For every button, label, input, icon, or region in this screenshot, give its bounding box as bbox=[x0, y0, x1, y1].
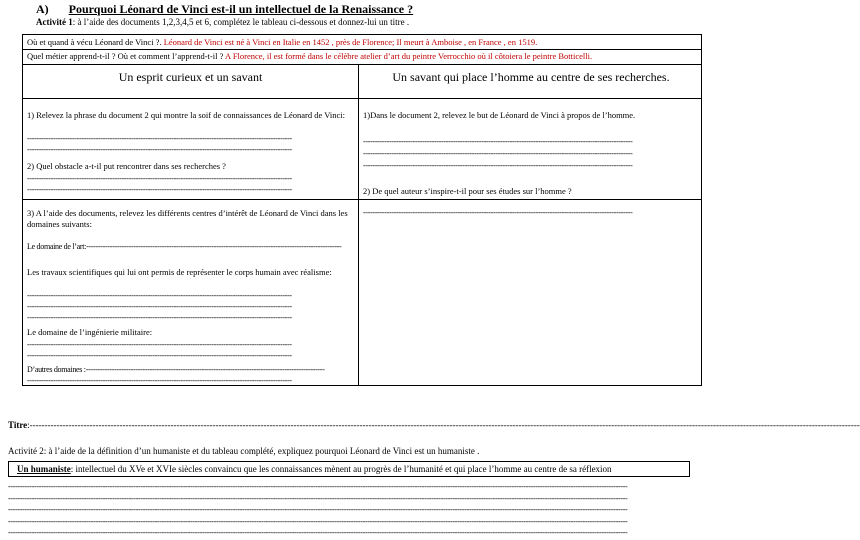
left-column-header: Un esprit curieux et un savant bbox=[118, 70, 263, 84]
answer-line[interactable]: ---------------------------------------------------------------------------------------------------------------- bbox=[27, 302, 292, 311]
left-question-1: 1) Relevez la phrase du document 2 qui montre la soif de connaissances de Léonard de Vinci: bbox=[27, 110, 345, 120]
section-letter: A) bbox=[36, 2, 49, 16]
answer-line[interactable]: ---------------------------------------------------------------------------------------------------------------- bbox=[27, 351, 292, 360]
question-profession: Quel métier apprend-t-il ? Où et comment l’apprend-t-il ? bbox=[27, 51, 224, 61]
answer-line[interactable]: ---------------------------------------------------------------------------------------------------------------------------------------------------------------------------------------------------------------------------------------------------------------------- bbox=[8, 482, 628, 491]
answer-profession: A Florence, il est formé dans le célèbre atelier d’art du peintre Verrocchio où il côtoiera le peintre Botticelli. bbox=[223, 51, 593, 61]
answer-where-when: Léonard de Vinci est né à Vinci en Italie en 1452 , près de Florence; Il meurt à Amboise , en France , en 1519. bbox=[161, 37, 538, 47]
titre-line[interactable]: Titre:------------------------------------------------------------------------------------------------------------------------------------------------------------------------------------------------------------------------------------------------------------------------------------- bbox=[8, 420, 860, 430]
domain-other-line[interactable]: D’autres domaines :----------------------------------------------------------------------------------------------------- bbox=[27, 365, 325, 374]
page-title bbox=[36, 2, 413, 17]
right-question-2: 2) De quel auteur s’inspire-t-il pour ses études sur l’homme ? bbox=[363, 186, 572, 196]
answer-line[interactable]: ---------------------------------------------------------------------------------------------------------------- bbox=[27, 134, 292, 143]
worksheet-table bbox=[22, 34, 702, 386]
answer-line[interactable]: ------------------------------------------------------------------------------------------------------------------ bbox=[363, 137, 633, 146]
domain-body-label: Les travaux scientifiques qui lui ont permis de représenter le corps humain avec réalisme: bbox=[27, 267, 332, 277]
divider bbox=[23, 64, 701, 65]
activity2-answer-lines bbox=[8, 481, 708, 539]
row-where-when bbox=[27, 37, 537, 47]
domain-art-line[interactable]: Le domaine de l’art:------------------------------------------------------------------------------------------------------------ bbox=[27, 242, 342, 251]
answer-line[interactable]: ------------------------------------------------------------------------------------------------------------------ bbox=[363, 149, 633, 158]
right-question-1: 1)Dans le document 2, relevez le but de Léonard de Vinci à propos de l’homme. bbox=[363, 110, 636, 120]
titre-label: Titre bbox=[8, 420, 28, 430]
answer-line[interactable]: ---------------------------------------------------------------------------------------------------------------------------------------------------------------------------------------------------------------------------------------------------------------------- bbox=[8, 493, 628, 503]
activity1-instruction bbox=[36, 17, 409, 27]
header-divider bbox=[23, 98, 701, 99]
answer-line[interactable]: ---------------------------------------------------------------------------------------------------------------------------------------------------------------------------------------------------------------------------------------------------------------------- bbox=[8, 528, 628, 537]
domain-art-label: Le domaine de l’art: bbox=[27, 242, 87, 251]
section-title: Pourquoi Léonard de Vinci est-il un intellectuel de la Renaissance ? bbox=[68, 2, 414, 16]
answer-line[interactable]: ---------------------------------------------------------------------------------------------------------------- bbox=[27, 376, 292, 385]
answer-line[interactable]: ---------------------------------------------------------------------------------------------------------------- bbox=[27, 291, 292, 300]
left-question-3: 3) A l’aide des documents, relevez les différents centres d’intérêt de Léonard de Vinci dans les domaines suivants: bbox=[27, 208, 348, 229]
domain-engineering-label: Le domaine de l’ingénierie militaire: bbox=[27, 327, 153, 337]
definition-text: : intellectuel du XVe et XVIe siècles convaincu que les connaissances mènent au progrès de l’humanité et qui place l’homme au centre de sa réflexion bbox=[70, 464, 612, 474]
divider bbox=[23, 49, 701, 50]
answer-line[interactable]: ------------------------------------------------------------------------------------------------------------------ bbox=[363, 208, 633, 217]
answer-line[interactable]: ------------------------------------------------------------------------------------------------------------------ bbox=[363, 161, 633, 170]
row-profession bbox=[27, 51, 592, 61]
right-column-header: Un savant qui place l’homme au centre de ses recherches. bbox=[392, 70, 670, 84]
definition-box bbox=[8, 461, 690, 477]
answer-line[interactable]: ---------------------------------------------------------------------------------------------------------------------------------------------------------------------------------------------------------------------------------------------------------------------- bbox=[8, 505, 628, 514]
answer-line[interactable]: ---------------------------------------------------------------------------------------------------------------- bbox=[27, 313, 292, 322]
activity1-text: : à l’aide des documents 1,2,3,4,5 et 6, complétez le tableau ci-dessous et donnez-lui un titre . bbox=[72, 17, 410, 27]
column-divider bbox=[358, 64, 359, 385]
definition-term: Un humaniste bbox=[17, 464, 71, 474]
answer-line[interactable]: ---------------------------------------------------------------------------------------------------------------- bbox=[27, 174, 292, 183]
activity1-label: Activité 1 bbox=[36, 17, 73, 27]
activity2-instruction: Activité 2: à l’aide de la définition d’un humaniste et du tableau complété, expliquez pourquoi Léonard de Vinci est un humaniste . bbox=[8, 446, 480, 456]
left-question-2: 2) Quel obstacle a-t-il put rencontrer dans ses recherches ? bbox=[27, 161, 226, 171]
answer-line[interactable]: ---------------------------------------------------------------------------------------------------------------- bbox=[27, 340, 292, 349]
answer-line[interactable]: ---------------------------------------------------------------------------------------------------------------------------------------------------------------------------------------------------------------------------------------------------------------------- bbox=[8, 516, 628, 526]
right-divider bbox=[358, 199, 701, 200]
left-divider bbox=[23, 199, 358, 200]
answer-line[interactable]: ---------------------------------------------------------------------------------------------------------------- bbox=[27, 145, 292, 154]
answer-line[interactable]: ---------------------------------------------------------------------------------------------------------------- bbox=[27, 185, 292, 194]
question-where-when: Où et quand à vécu Léonard de Vinci ?. bbox=[27, 37, 162, 47]
domain-other-label: D’autres domaines : bbox=[27, 365, 86, 374]
